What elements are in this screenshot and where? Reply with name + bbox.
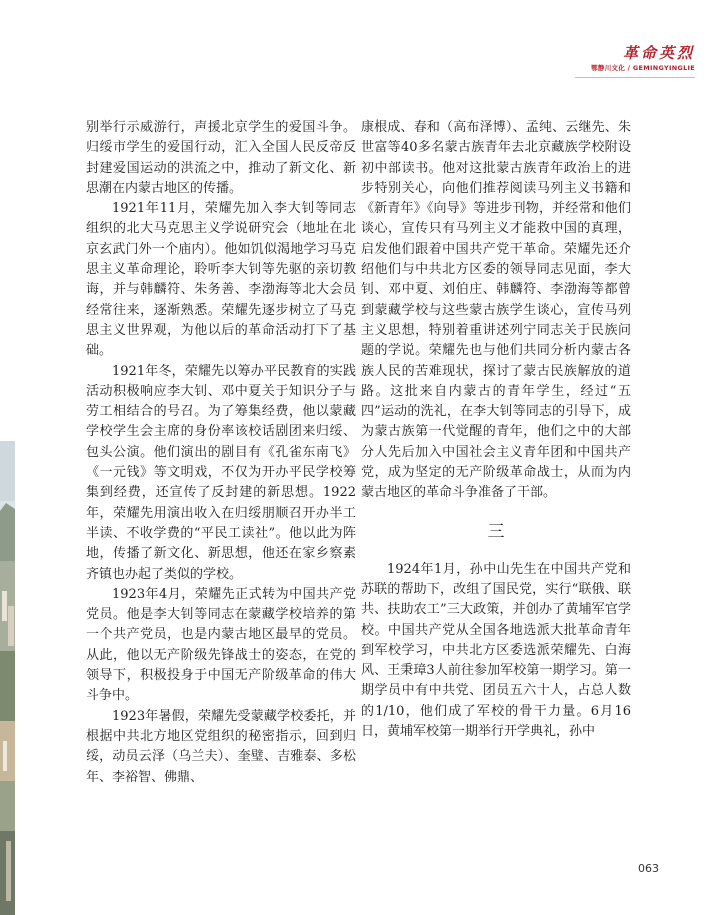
landscape-photo-icon	[0, 441, 15, 915]
section-number: 三	[487, 521, 505, 542]
paragraph: 1924年1月，孙中山先生在中国共产党和苏联的帮助下，改组了国民党，实行“联俄、联共、扶助农工”三大政策，并创办了黄埔军官学校。中国共产党从全国各地选派大批革命青年到军校学习，中共北方区委选派荣耀先、白海风、王秉璋3人前往参加军校第一期学习。第一期学员中有中共党、团员五六十人，占总人数的1/10，他们成了军校的骨干力量。6月16日，黄埔军校第一期举行开学典礼，孙中	[361, 561, 631, 740]
edge-photo-strip	[0, 441, 15, 915]
paragraph: 1923年4月，荣耀先正式转为中国共产党党员。他是李大钊等同志在蒙藏学校培养的第一个共产党员，也是内蒙古地区最早的党员。从此，他以无产阶级先锋战士的姿态，在党的领导下，积极投身于中国无产阶级革命的伟大斗争中。	[86, 586, 356, 704]
section-title: 革命英烈	[622, 44, 695, 62]
paragraph: 1921年11月，荣耀先加入李大钊等同志组织的北大马克思主义学说研究会（地址在北京玄武门外一个庙内）。他如饥似渴地学习马克思主义革命理论，聆听李大钊等先驱的亲切教诲，并与韩麟符、朱务善、李渤海等北大会员经常往来，逐渐熟悉。荣耀先逐步树立了马克思主义世界观，为他以后的革命活动打下了基础。	[86, 201, 356, 359]
page-number: 063	[638, 862, 659, 875]
section-subtitle: 鄂静川文化 / GEMINGYINGLIE	[591, 64, 695, 72]
page-header	[0, 0, 721, 78]
header-divider	[575, 77, 695, 78]
paragraph: 别举行示威游行，声援北京学生的爱国斗争。归绥市学生的爱国行动，汇入全国人民反帝反封建爱国运动的洪流之中，推动了新文化、新思潮在内蒙古地区的传播。	[86, 120, 356, 196]
paragraph: 康根成、春和（高布泽博）、孟纯、云继先、朱世富等40多名蒙古族青年去北京藏族学校附设初中部读书。他对这批蒙古族青年政治上的进步特别关心，向他们推荐阅读马列主义书籍和《新青年》《向导》等进步刊物，并经常和他们谈心，宣传只有马列主义才能救中国的真理，启发他们跟着中国共产党干革命。荣耀先还介绍他们与中共北方区委的领导同志见面，李大钊、邓中夏、刘伯庄、韩麟符、李渤海等都曾到蒙藏学校与这些蒙古族学生谈心，宣传马列主义思想，特别着重讲述列宁同志关于民族问题的学说。荣耀先也与他们共同分析内蒙古各族人民的苦难现状，探讨了蒙古民族解放的道路。这批来自内蒙古的青年学生，经过“五四”运动的洗礼，在李大钊等同志的引导下，成为蒙古族第一代觉醒的青年，他们之中的大部分人先后加入中国社会主义青年团和中国共产党，成为坚定的无产阶级革命战士，从而为内蒙古地区的革命斗争准备了干部。	[361, 120, 631, 501]
right-text-column	[361, 118, 631, 742]
left-text-column	[86, 118, 356, 788]
paragraph: 1921年冬，荣耀先以筹办平民教育的实践活动积极响应李大钊、邓中夏关于知识分子与劳工相结合的号召。为了筹集经费，他以蒙藏学校学生会主席的身份率该校话剧团来归绥、包头公演。他们演出的剧目有《孔雀东南飞》《一元钱》等文明戏，不仅为开办平民学校筹集到经费，还宣传了反封建的新思想。1922年，荣耀先用演出收入在归绥朋顺召开办半工半读、不收学费的“平民工读社”。他以此为阵地，传播了新文化、新思想，他还在家乡察素齐镇也办起了类似的学校。	[86, 363, 356, 582]
paragraph: 1923年暑假，荣耀先受蒙藏学校委托，并根据中共北方地区党组织的秘密指示，回到归绥，动员云泽（乌兰夫）、奎璧、吉雅泰、多松年、李裕智、佛鼎、	[86, 708, 356, 785]
